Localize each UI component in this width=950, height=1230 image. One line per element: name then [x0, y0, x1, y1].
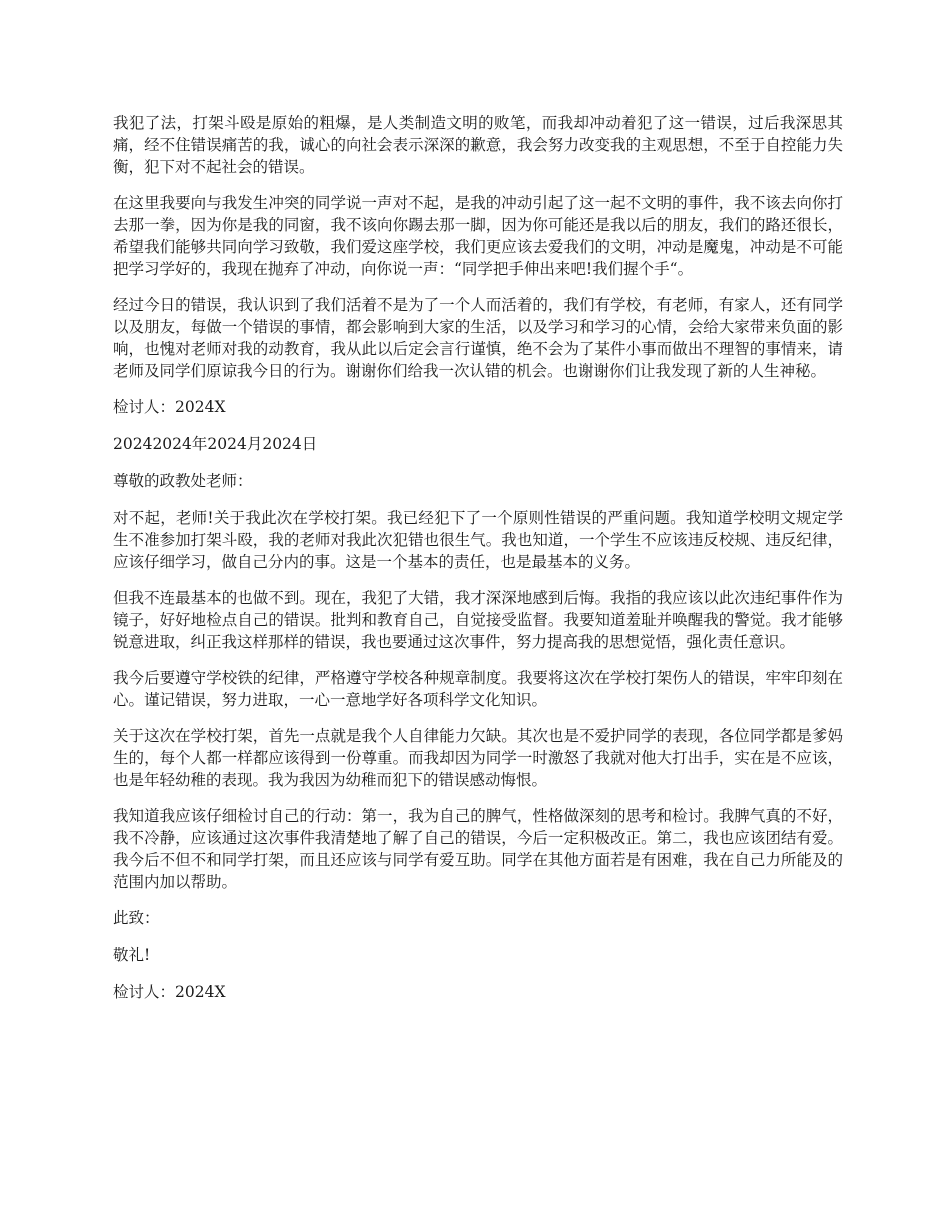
- paragraph-regret: 但我不连最基本的也做不到。现在，我犯了大错，我才深深地感到后悔。我指的我应该以此次违纪事件作为镜子，好好地检点自己的错误。批判和教育自己，自觉接受监督。我要知道羞耻并唤醒我的警觉。我才能够锐意进取，纠正我这样那样的错误，我也要通过这次事件，努力提高我的思想觉悟，强化责任意识。: [113, 589, 843, 651]
- paragraph-obey-rules: 我今后要遵守学校铁的纪律，严格遵守学校各种规章制度。我要将这次在学校打架伤人的错误，牢牢印刻在心。谨记错误，努力进取，一心一意地学好各项科学文化知识。: [113, 669, 843, 709]
- signature-line-2: 检讨人：2024X: [113, 983, 226, 1001]
- paragraph-self-review: 我知道我应该仔细检讨自己的行动：第一，我为自己的脾气，性格做深刻的思考和检讨。我脾气真的不好，我不冷静，应该通过这次事件我清楚地了解了自己的错误，今后一定积极改正。第二，我也应该团结有爱。我今后不但不和同学打架，而且还应该与同学有爱互助。同学在其他方面若是有困难，我在自己力所能及的范围内加以帮助。: [113, 807, 843, 891]
- paragraph-sorry-teacher: 对不起，老师!关于我此次在学校打架。我已经犯下了一个原则性错误的严重问题。我知道学校明文规定学生不准参加打架斗殴，我的老师对我此次犯错也很生气。我也知道，一个学生不应该违反校规、违反纪律，应该仔细学习，做自己分内的事。这是一个基本的责任，也是最基本的义务。: [113, 509, 843, 571]
- document-page: [113, 112, 843, 1018]
- date-line: 20242024年2024月2024日: [113, 435, 318, 453]
- salutation: 尊敬的政教处老师：: [113, 472, 253, 490]
- signature-line-1: 检讨人：2024X: [113, 398, 226, 416]
- paragraph-realization: 经过今日的错误，我认识到了我们活着不是为了一个人而活着的，我们有学校，有老师，有家人，还有同学以及朋友，每做一个错误的事情，都会影响到大家的生活，以及学习和学习的心情，会给大家带来负面的影响，也愧对老师对我的动教育，我从此以后定会言行谨慎，绝不会为了某件小事而做出不理智的事情来，请老师及同学们原谅我今日的行为。谢谢你们给我一次认错的机会。也谢谢你们让我发现了新的人生神秘。: [113, 296, 843, 380]
- paragraph-apology-society: 我犯了法，打架斗殴是原始的粗爆，是人类制造文明的败笔，而我却冲动着犯了这一错误，过后我深思其痛，经不住错误痛苦的我，诚心的向社会表示深深的歉意，我会努力改变我的主观思想，不至于自控能力失衡，犯下对不起社会的错误。: [113, 114, 843, 176]
- closing-cizhi: 此致：: [113, 909, 160, 927]
- paragraph-reflection: 关于这次在学校打架，首先一点就是我个人自律能力欠缺。其次也是不爱护同学的表现，各位同学都是爹妈生的，每个人都一样都应该得到一份尊重。而我却因为同学一时激怒了我就对他大打出手，实在是不应该，也是年轻幼稚的表现。我为我因为幼稚而犯下的错误感动悔恨。: [113, 727, 843, 789]
- closing-jingli: 敬礼!: [113, 946, 151, 964]
- paragraph-apology-classmate: 在这里我要向与我发生冲突的同学说一声对不起，是我的冲动引起了这一起不文明的事件，我不该去向你打去那一拳，因为你是我的同窗，我不该向你踢去那一脚，因为你可能还是我以后的朋友，我们的路还很长，希望我们能够共同向学习致敬，我们爱这座学校，我们更应该去爱我们的文明，冲动是魔鬼，冲动是不可能把学习学好的，我现在抛弃了冲动，向你说一声：“同学把手伸出来吧!我们握个手“。: [113, 194, 843, 278]
